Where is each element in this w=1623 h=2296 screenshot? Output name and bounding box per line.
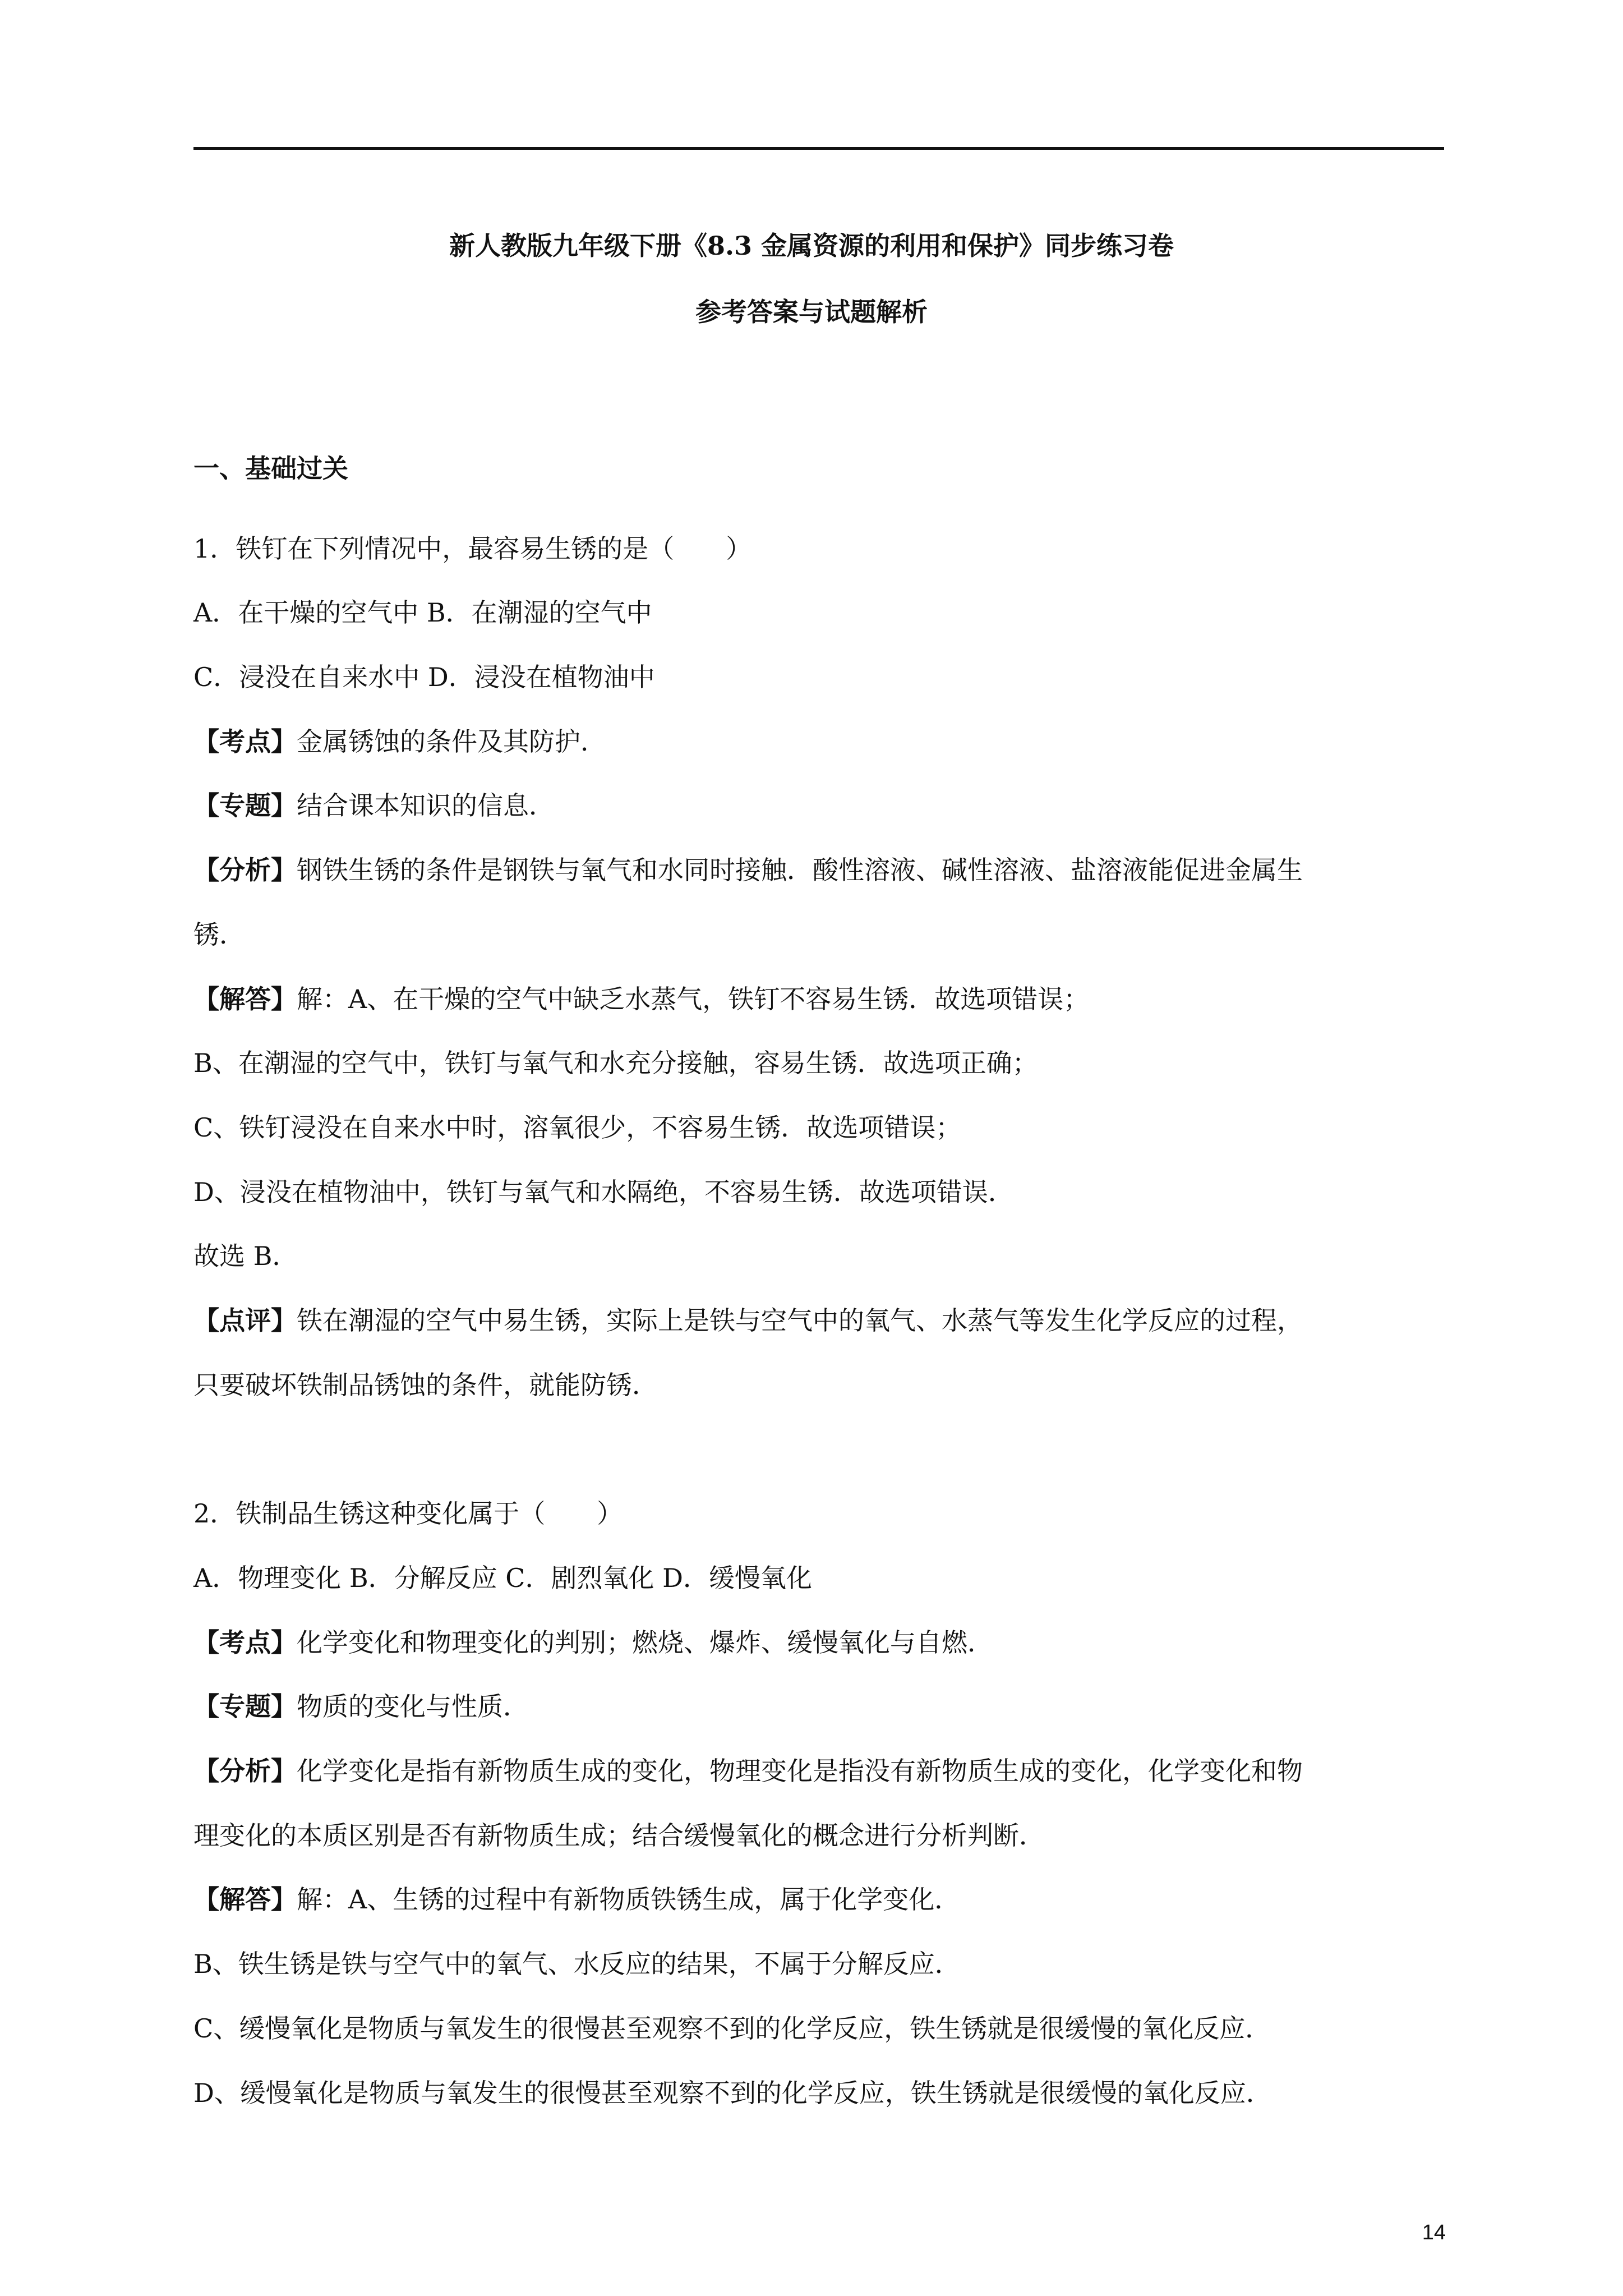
q2-jieda-label: 【解答】 <box>193 1884 297 1915</box>
q1-answer: 故选 B． <box>193 1241 298 1271</box>
section-heading: 一、基础过关 <box>193 453 348 484</box>
q2-options: A．物理变化 B．分解反应 C．剧烈氧化 D．缓慢氧化 <box>193 1563 812 1593</box>
q2-jieda-text-1: 解：A、生锈的过程中有新物质铁锈生成，属于化学变化． <box>297 1884 961 1915</box>
q2-kaodian-text: 化学变化和物理变化的判别；燃烧、爆炸、缓慢氧化与自燃． <box>297 1627 993 1658</box>
q1-stem: 1．铁钉在下列情况中，最容易生锈的是（ ） <box>193 533 752 564</box>
q2-kaodian <box>193 1626 993 1659</box>
q1-zhuanti-text: 结合课本知识的信息． <box>297 790 555 821</box>
q1-dianping-label: 【点评】 <box>193 1305 297 1336</box>
q1-fenxi-text-2: 锈． <box>193 919 245 950</box>
page-subtitle: 参考答案与试题解析 <box>695 297 928 327</box>
q2-fenxi-text-1: 化学变化是指有新物质生成的变化，物理变化是指没有新物质生成的变化，化学变化和物 <box>297 1756 1303 1786</box>
q1-jieda <box>193 982 1089 1016</box>
q2-jieda-text-3: C、缓慢氧化是物质与氧发生的很慢甚至观察不到的化学反应，铁生锈就是很缓慢的氧化反应． <box>193 2013 1271 2044</box>
q1-kaodian-text: 金属锈蚀的条件及其防护． <box>297 726 606 757</box>
q2-zhuanti-label: 【专题】 <box>193 1691 297 1722</box>
q2-stem: 2．铁制品生锈这种变化属于（ ） <box>193 1498 623 1529</box>
q2-zhuanti <box>193 1690 529 1723</box>
q1-dianping-text-1: 铁在潮湿的空气中易生锈，实际上是铁与空气中的氧气、水蒸气等发生化学反应的过程， <box>297 1305 1303 1336</box>
q1-zhuanti-label: 【专题】 <box>193 790 297 821</box>
q1-kaodian-label: 【考点】 <box>193 726 297 757</box>
header-rule <box>193 147 1444 150</box>
q2-jieda <box>193 1883 960 1916</box>
q1-options-ab: A．在干燥的空气中 B．在潮湿的空气中 <box>193 597 652 628</box>
q1-jieda-text-2: B、在潮湿的空气中，铁钉与氧气和水充分接触，容易生锈．故选项正确； <box>193 1048 1038 1078</box>
q2-fenxi-label: 【分析】 <box>193 1756 297 1786</box>
q1-dianping-text-2: 只要破坏铁制品锈蚀的条件，就能防锈． <box>193 1370 658 1400</box>
page-number: 14 <box>1422 2221 1446 2244</box>
q1-fenxi <box>193 853 1303 887</box>
q1-jieda-label: 【解答】 <box>193 984 297 1014</box>
q2-kaodian-label: 【考点】 <box>193 1627 297 1658</box>
q2-zhuanti-text: 物质的变化与性质． <box>297 1691 529 1722</box>
q1-kaodian <box>193 725 606 758</box>
q1-fenxi-text-1: 钢铁生锈的条件是钢铁与氧气和水同时接触．酸性溶液、碱性溶液、盐溶液能促进金属生 <box>297 855 1303 885</box>
q2-jieda-text-2: B、铁生锈是铁与空气中的氧气、水反应的结果，不属于分解反应． <box>193 1949 961 1979</box>
q1-dianping <box>193 1304 1303 1337</box>
q2-fenxi <box>193 1754 1303 1788</box>
q1-zhuanti <box>193 789 555 822</box>
page-title: 新人教版九年级下册《8.3 金属资源的利用和保护》同步练习卷 <box>449 231 1174 261</box>
q1-jieda-text-1: 解：A、在干燥的空气中缺乏水蒸气，铁钉不容易生锈．故选项错误； <box>297 984 1090 1014</box>
q1-jieda-text-3: C、铁钉浸没在自来水中时，溶氧很少，不容易生锈．故选项错误； <box>193 1112 962 1143</box>
q1-fenxi-label: 【分析】 <box>193 855 297 885</box>
q1-options-cd: C．浸没在自来水中 D．浸没在植物油中 <box>193 662 655 692</box>
q1-jieda-text-4: D、浸没在植物油中，铁钉与氧气和水隔绝，不容易生锈．故选项错误． <box>193 1177 1014 1207</box>
q2-fenxi-text-2: 理变化的本质区别是否有新物质生成；结合缓慢氧化的概念进行分析判断． <box>193 1820 1045 1851</box>
q2-jieda-text-4: D、缓慢氧化是物质与氧发生的很慢甚至观察不到的化学反应，铁生锈就是很缓慢的氧化反应． <box>193 2078 1272 2108</box>
